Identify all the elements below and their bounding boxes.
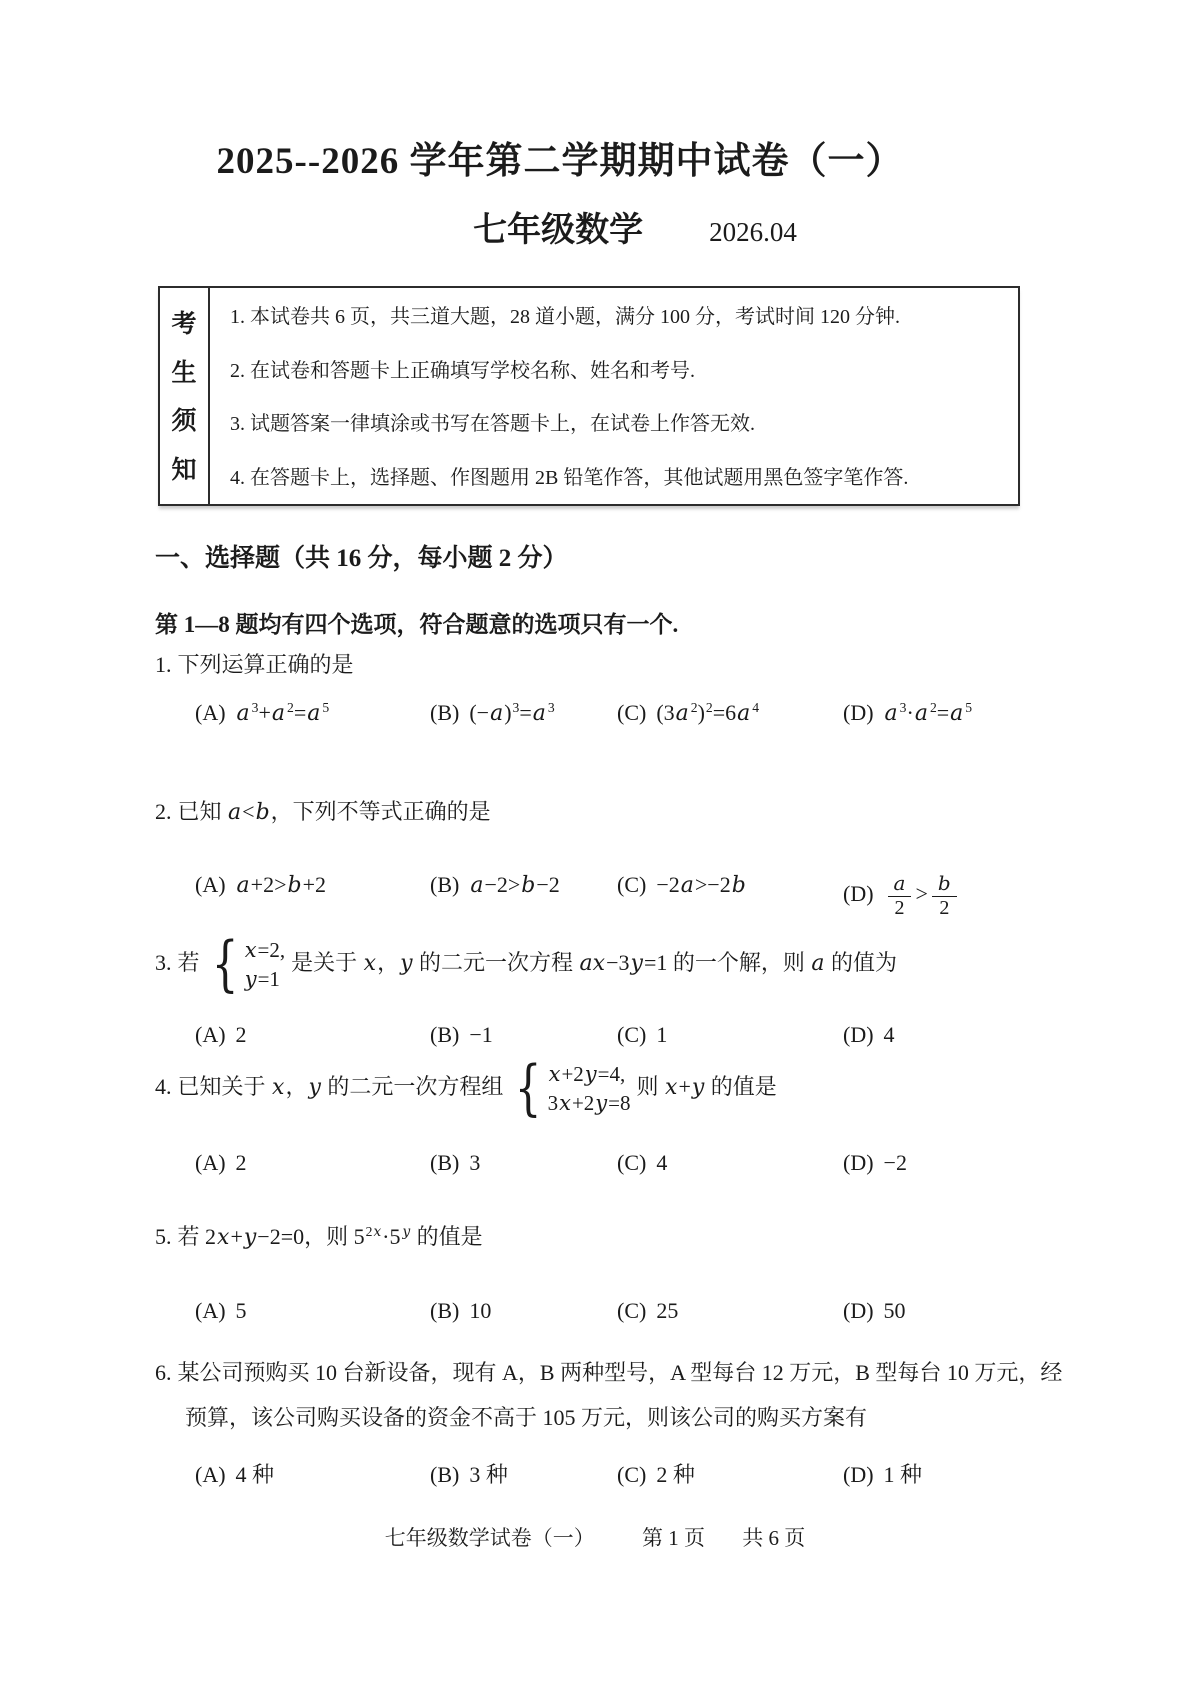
option-label: (C) xyxy=(617,872,647,897)
option-item xyxy=(617,700,759,726)
question-text: 下列运算正确的是 xyxy=(177,652,354,677)
option-label: (B) xyxy=(430,872,460,897)
option-math: 1 种 xyxy=(883,1462,923,1487)
exam-subtitle-row xyxy=(0,202,1190,251)
option-item xyxy=(195,872,326,898)
option-item xyxy=(843,1298,906,1324)
option-math: a+2>b+2 xyxy=(236,872,327,898)
section-heading: 一、选择题（共 16 分，每小题 2 分） xyxy=(155,545,568,572)
question-text: 若 { x=2, y=1 是关于 x，y 的二元一次方程 ax−3y=1 的一个解，则 a 的值为 xyxy=(177,929,897,999)
footer-page-total: 共 6 页 xyxy=(742,1526,806,1550)
option-label: (C) xyxy=(617,700,647,726)
option-label: (B) xyxy=(430,1298,460,1323)
question-4-options xyxy=(155,1150,1165,1198)
question-4-stem xyxy=(155,1053,1115,1123)
notice-item: 4. 在答题卡上，选择题、作图题用 2B 铅笔作答，其他试题用黑色签字笔作答. xyxy=(230,466,909,489)
option-item xyxy=(843,1458,922,1489)
brace-icon: { xyxy=(211,929,238,999)
question-5-options xyxy=(155,1298,1165,1346)
option-math: 2 种 xyxy=(656,1462,695,1487)
question-5-stem xyxy=(155,1220,1115,1254)
option-label: (D) xyxy=(843,1022,874,1047)
option-item xyxy=(430,1150,480,1176)
question-text: 某公司预购买 10 台新设备，现有 A，B 两种型号，A 型每台 12 万元，B 型每台 10 万元，经预算，该公司购买设备的资金不高于 105 万元，则该公司的购买方案有 xyxy=(177,1360,1063,1431)
option-math: a−2>b−2 xyxy=(470,872,560,898)
option-label: (A) xyxy=(195,1298,226,1323)
option-label: (A) xyxy=(195,700,226,726)
option-label: (A) xyxy=(195,1462,226,1487)
option-item xyxy=(617,1458,695,1489)
notice-label-char: 须 xyxy=(171,408,197,436)
option-item xyxy=(430,1298,491,1324)
option-label: (D) xyxy=(843,700,874,726)
option-math: 10 xyxy=(469,1298,492,1323)
option-math: 2 xyxy=(235,1022,247,1047)
option-label: (B) xyxy=(430,700,460,726)
page-title: 2025--2026 学年第二学期期中试卷（一） xyxy=(216,141,904,182)
question-number: 6. xyxy=(155,1360,172,1385)
question-1-stem xyxy=(155,648,1115,681)
option-label: (B) xyxy=(430,1022,460,1047)
notice-box xyxy=(158,286,1020,506)
option-math: $(-a)^3=a$ $^3$ xyxy=(469,700,555,727)
option-label: (D) xyxy=(843,881,874,907)
option-item xyxy=(843,1022,895,1048)
exam-subject: 七年级数学 xyxy=(473,212,644,249)
option-label: (C) xyxy=(617,1022,647,1047)
notice-body xyxy=(210,288,1018,504)
option-math: a $^3$+a $^2$=a $^5$ xyxy=(236,700,330,727)
option-item xyxy=(195,700,329,726)
question-1-options xyxy=(155,700,1165,748)
option-math: 5 xyxy=(235,1298,247,1323)
option-label: (B) xyxy=(430,1462,460,1487)
option-label: (C) xyxy=(617,1462,647,1487)
option-math: a $^3$·a $^2$=a $^5$ xyxy=(884,700,973,727)
option-math: 50 xyxy=(883,1298,906,1323)
option-item xyxy=(617,1298,678,1324)
notice-label-char: 考 xyxy=(171,311,197,338)
question-6-stem xyxy=(155,1350,1070,1440)
option-math: 1 xyxy=(656,1022,668,1047)
option-math: 4 xyxy=(656,1150,668,1175)
fraction: $\frac{a}{2}$ xyxy=(888,872,912,920)
option-math: −2a>−2b xyxy=(656,872,746,898)
option-math: $\frac{a}{2}$ > $\frac{b}{2}$ xyxy=(884,881,961,906)
question-6-options xyxy=(155,1458,1165,1506)
question-3-stem xyxy=(155,929,1115,999)
option-label: (A) xyxy=(195,1022,226,1047)
notice-label-char: 生 xyxy=(171,359,197,387)
option-item xyxy=(195,1458,274,1489)
question-number: 5. xyxy=(155,1224,172,1249)
section-note: 第 1—8 题均有四个选项，符合题意的选项只有一个. xyxy=(155,612,679,637)
question-2-stem xyxy=(155,795,1115,829)
exam-date: 2026.04 xyxy=(709,217,797,247)
option-math: −1 xyxy=(469,1022,493,1047)
option-math: 3 种 xyxy=(469,1462,508,1487)
option-label: (D) xyxy=(843,1150,874,1175)
option-math: 25 xyxy=(656,1298,679,1323)
notice-item: 2. 在试卷和答题卡上正确填写学校名称、姓名和考号. xyxy=(230,359,695,382)
notice-label xyxy=(160,288,210,504)
question-text: 已知关于 x，y 的二元一次方程组 { x+2y=4, 3x+2y=8 则 x+y 的值是 xyxy=(177,1053,777,1123)
option-math: 4 种 xyxy=(235,1462,275,1487)
option-item xyxy=(430,1022,493,1048)
option-label: (B) xyxy=(430,1150,460,1175)
footer-title: 七年级数学试卷（一） xyxy=(384,1526,595,1550)
option-item xyxy=(843,1150,907,1176)
notice-item: 1. 本试卷共 6 页，共三道大题，28 道小题，满分 100 分，考试时间 120 分钟. xyxy=(230,306,900,328)
equation-system: { x=2, y=1 xyxy=(211,929,286,999)
equation-system: { x+2y=4, 3x+2y=8 xyxy=(515,1053,631,1123)
notice-item: 3. 试题答案一律填涂或书写在答题卡上，在试卷上作答无效. xyxy=(230,413,755,436)
footer-page-number: 第 1 页 xyxy=(642,1526,705,1550)
notice-label-char: 知 xyxy=(171,456,197,484)
question-number: 4. xyxy=(155,1073,172,1099)
question-text: 已知 a<b，下列不等式正确的是 xyxy=(177,799,491,825)
question-number: 3. xyxy=(155,949,172,975)
question-2-options xyxy=(155,872,1165,920)
option-item xyxy=(195,1298,247,1324)
option-label: (A) xyxy=(195,872,226,897)
question-text: 若 2x+y−2=0，则 $5^{2x}\cdot 5$ $^y$ 的值是 xyxy=(177,1223,483,1250)
option-item xyxy=(617,1022,667,1048)
option-label: (C) xyxy=(617,1298,647,1323)
option-math: 2 xyxy=(235,1150,247,1175)
option-item xyxy=(430,872,560,898)
option-label: (A) xyxy=(195,1150,226,1175)
option-item xyxy=(195,1150,247,1176)
option-math: (3a $^2$)$^2$=6a $^4$ xyxy=(656,700,760,727)
page-footer xyxy=(0,1522,1190,1552)
option-item xyxy=(843,872,961,920)
option-item xyxy=(430,700,555,726)
option-item xyxy=(843,700,972,726)
option-item xyxy=(617,872,747,898)
fraction: $\frac{b}{2}$ xyxy=(932,872,957,920)
option-math: 4 xyxy=(883,1022,895,1047)
option-math: 3 xyxy=(469,1150,481,1175)
question-number: 2. xyxy=(155,799,172,824)
option-math: −2 xyxy=(883,1150,907,1175)
option-item xyxy=(195,1022,247,1048)
option-item xyxy=(617,1150,667,1176)
option-label: (D) xyxy=(843,1462,874,1487)
option-label: (C) xyxy=(617,1150,647,1175)
option-label: (D) xyxy=(843,1298,874,1323)
question-number: 1. xyxy=(155,652,172,677)
brace-icon: { xyxy=(515,1053,542,1123)
option-item xyxy=(430,1458,508,1489)
